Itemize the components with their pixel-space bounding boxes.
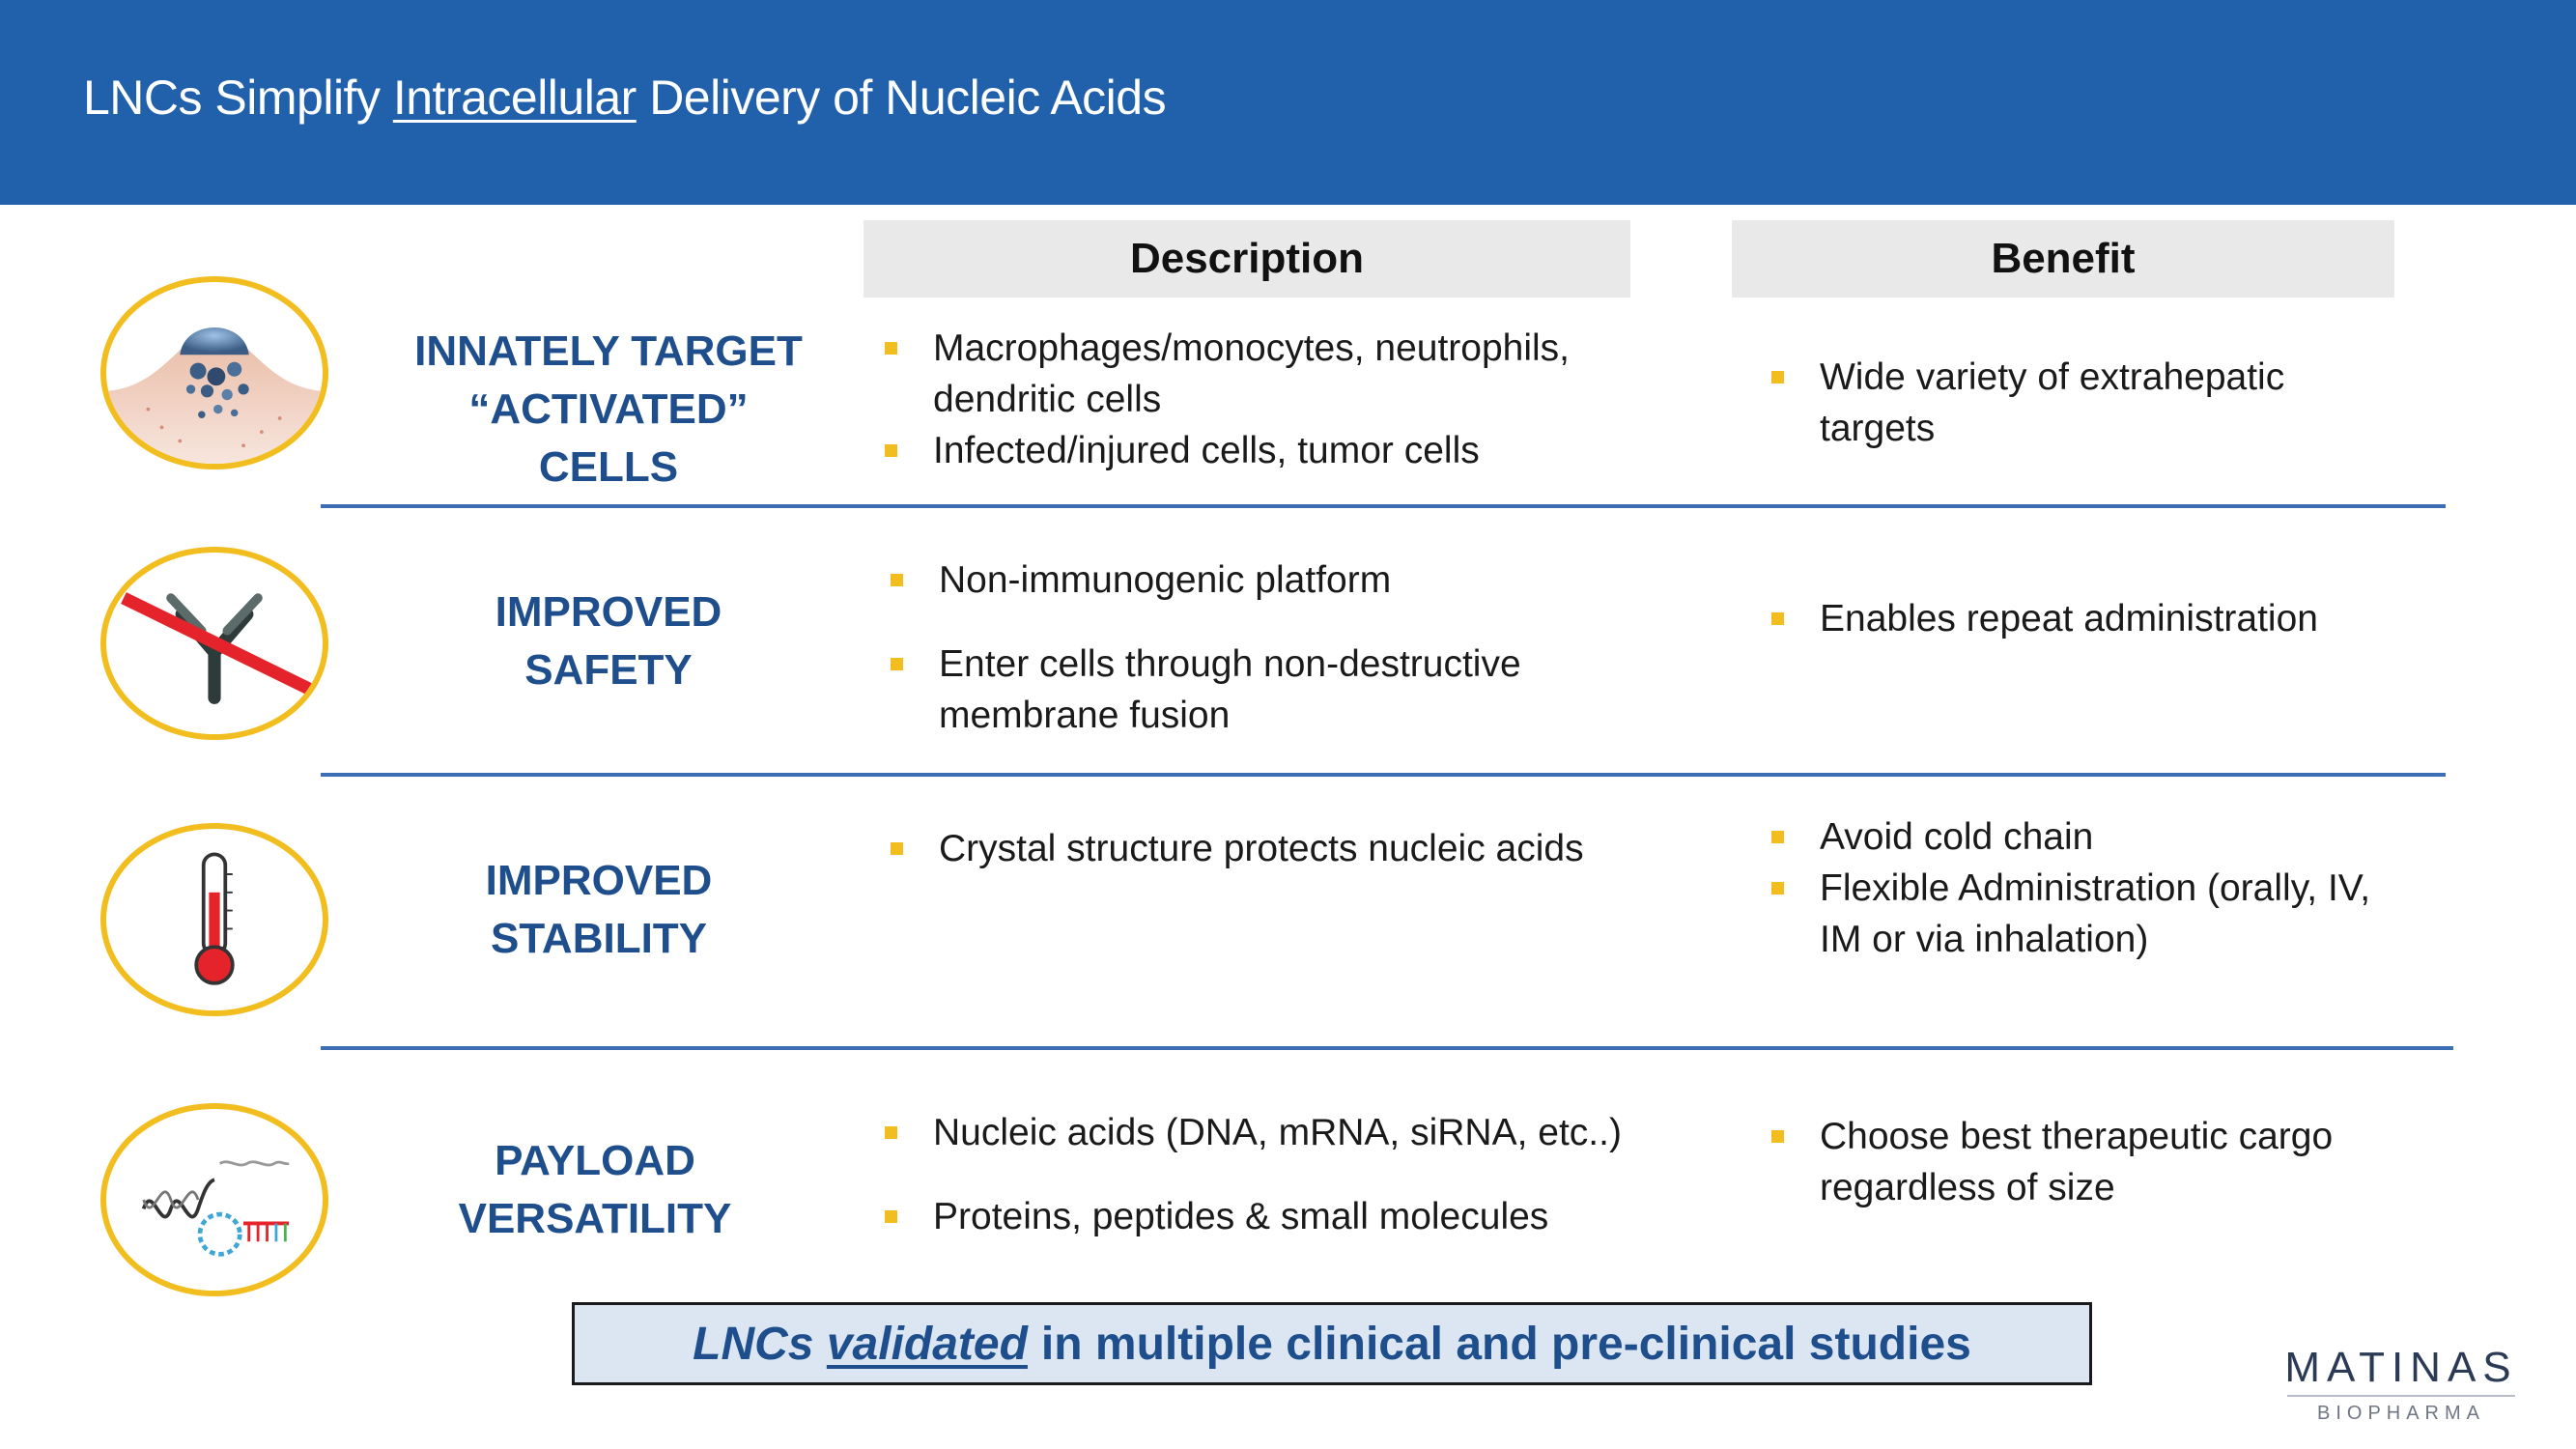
list-item: Flexible Administration (orally, IV, IM or via inhalation) xyxy=(1758,863,2376,965)
validation-banner xyxy=(572,1302,2092,1385)
benefit-column-header: Benefit xyxy=(1732,220,2394,298)
description-column-header: Description xyxy=(863,220,1630,298)
label-line: IMPROVED xyxy=(485,857,713,904)
list-item: Nucleic acids (DNA, mRNA, siRNA, etc..) xyxy=(871,1107,1663,1158)
banner-underlined-text: validated xyxy=(826,1318,1028,1370)
nucleic-acid-payload-icon xyxy=(100,1103,328,1296)
description-list xyxy=(877,554,1650,741)
title-suffix: Delivery of Nucleic Acids xyxy=(636,71,1167,125)
thermometer-icon xyxy=(100,823,328,1016)
label-line: SAFETY xyxy=(524,646,693,694)
benefit-list xyxy=(1758,811,2376,965)
description-list xyxy=(871,323,1644,476)
logo-divider xyxy=(2287,1395,2515,1397)
row-divider xyxy=(321,504,2446,508)
banner-italic xyxy=(693,1318,1028,1371)
description-list xyxy=(871,1107,1663,1242)
list-item: Enter cells through non-destructive membrane fusion xyxy=(877,639,1650,741)
antibody-crossed-out-icon xyxy=(100,547,328,740)
lipid-nanocrystal-cell-icon xyxy=(100,276,328,469)
label-line: “ACTIVATED” CELLS xyxy=(468,385,749,491)
benefit-list xyxy=(1758,593,2376,644)
title-underlined-word: Intracellular xyxy=(392,71,637,125)
list-item: Macrophages/monocytes, neutrophils, dendritic cells xyxy=(871,323,1644,425)
list-item: Infected/injured cells, tumor cells xyxy=(871,425,1644,476)
list-item: Choose best therapeutic cargo regardless of size xyxy=(1758,1111,2376,1213)
row-label xyxy=(392,1132,798,1248)
row-label xyxy=(406,323,811,497)
label-line: IMPROVED xyxy=(495,588,722,636)
title-prefix: LNCs Simplify xyxy=(83,71,393,125)
list-item: Non-immunogenic platform xyxy=(877,554,1650,606)
page-title xyxy=(83,70,1166,126)
banner-rest-text: in multiple clinical and pre-clinical studies xyxy=(1040,1318,1971,1370)
list-item: Avoid cold chain xyxy=(1758,811,2376,863)
list-item: Wide variety of extrahepatic targets xyxy=(1758,352,2376,454)
row-label xyxy=(406,583,811,699)
list-item: Enables repeat administration xyxy=(1758,593,2376,644)
company-logo xyxy=(2268,1345,2534,1425)
label-line: VERSATILITY xyxy=(458,1195,732,1242)
row-label xyxy=(396,852,802,968)
row-divider xyxy=(321,773,2446,777)
list-item: Proteins, peptides & small molecules xyxy=(871,1191,1663,1242)
logo-subtitle: BIOPHARMA xyxy=(2316,1403,2486,1424)
label-line: PAYLOAD xyxy=(495,1137,695,1184)
banner-italic-text: LNCs xyxy=(693,1318,814,1370)
logo-name: MATINAS xyxy=(2284,1344,2518,1391)
label-line: INNATELY TARGET xyxy=(414,327,803,375)
list-item: Crystal structure protects nucleic acids xyxy=(877,823,1650,874)
benefit-list xyxy=(1758,352,2376,454)
description-list xyxy=(877,823,1650,874)
benefit-list xyxy=(1758,1111,2376,1213)
row-divider xyxy=(321,1046,2453,1050)
title-bar xyxy=(0,0,2576,205)
label-line: STABILITY xyxy=(490,915,708,962)
